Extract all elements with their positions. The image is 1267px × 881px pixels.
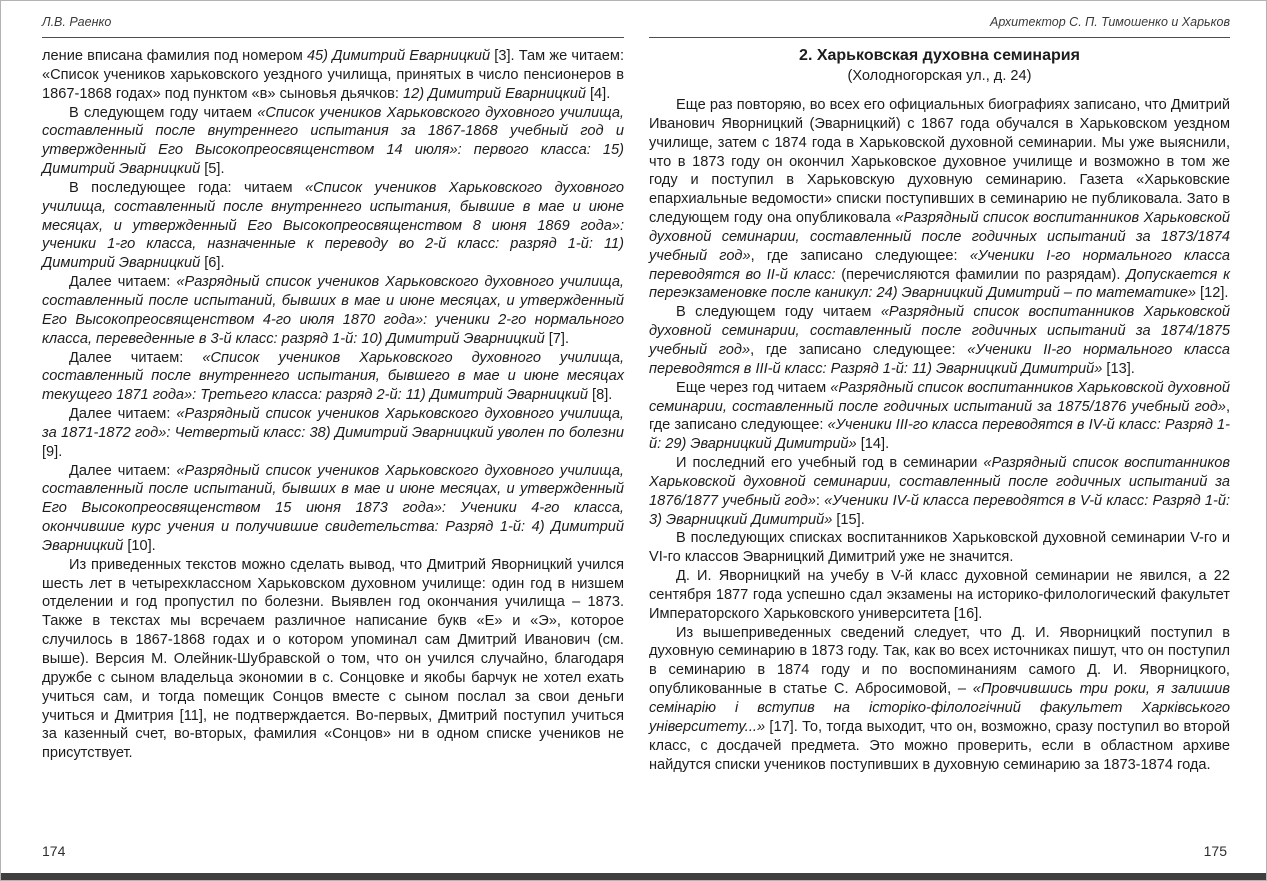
text-segment: : — [815, 492, 825, 509]
text-segment: Из приведенных текстов можно сделать вывод, что Дмитрий Яворницкий учился шесть лет в четырехклассном Харьковском духовном училище: один год в низшем отделении и год пропустил по болезни. Выявлен год окончания училища – 1873. Также в текстах мы всречаем различное написание букв «Е» и «Э», которое случилось в 1867-1868 годах и о котором упоминал сам Дмитрий Иванович (см. выше). Версия М. Олейник-Шубравской о том, что он учился случайно, благодаря дружбе с сыном владельца экономии в с. Сонцовке и якобы барчук не хотел ехать учиться сам, и тогда помещик Сонцов вместе с сыном послал за свои деньги учиться и Дмитрия [11], не подтверждается. Во-первых, Дмитрий поступил учиться за казенный счет, во-вторых, фамилия «Сонцов» ни в одном списке учеников не присутствует. — [42, 556, 624, 762]
italic-text-segment: «Список учеников Харьковского духовного училища, составленный после внутреннего испытания, бывшие в мае и июне месяцах, и утвержденный Его Высокопреосвященством 8 июня 1869 года»: ученики 1-го класса, назначенные к переводу во 2-й класс: разряд 1-й: 11) Димитрий Эварницкий — [42, 179, 624, 272]
italic-text-segment: «Ученики II-го нормального класса переводятся в III-й класс: Разряд 1-й: 11) Эварницкий Димитрий» — [649, 341, 1230, 377]
text-segment: [6]. — [200, 255, 225, 272]
paragraph — [42, 462, 624, 556]
page-number-left: 174 — [42, 843, 66, 859]
italic-text-segment: «Разрядный список воспитанников Харьковской духовной семинарии, составленный после годичных испытаний за 1873/1874 учебный год» — [649, 210, 1230, 264]
italic-text-segment: «Ученики III-го класса переводятся в IV-й класс: Разряд 1-й: 29) Эварницкий Димитрий» — [649, 417, 1230, 453]
text-segment: В последующих списках воспитанников Харьковской духовной семинарии V-го и VI-го классов Эварницкий Димитрий уже не значится. — [649, 530, 1230, 566]
paragraph — [649, 96, 1230, 303]
text-segment: Д. И. Яворницкий на учебу в V-й класс духовной семинарии не явился, а 22 сентября 1877 года успешно сдал экзамены на историко-филологический факультет Императорского Харьковского университета [16]. — [649, 568, 1230, 622]
section-subheading: (Холодногорская ул., д. 24) — [847, 68, 1032, 84]
text-segment: Далее читаем: — [69, 274, 177, 291]
italic-text-segment: «Список учеников Харьковского духовного училища, составленный после внутреннего испытания, бывшего в мае и июне месяцах текущего 1871 года»: Третьего класса: разряд 2-й: 11) Димитрий Эварницкий — [42, 349, 624, 404]
running-header-author: Л.В. Раенко — [42, 15, 624, 38]
text-segment: [10]. — [123, 537, 156, 554]
left-page — [42, 15, 624, 763]
text-segment: , где записано следующее: — [750, 247, 970, 264]
paragraph — [42, 179, 624, 273]
paragraph — [649, 454, 1230, 529]
bottom-scan-bar — [1, 873, 1266, 880]
text-segment: Из вышеприведенных сведений следует, что Д. И. Яворницкий поступил в духовную семинарию в 1873 году. Так, как во всех источниках пишут, что он поступил в семинарию в 1874 году и по воспоминаниям самого Д. И. Яворницкого, опубликованные в статье С. Абросимовой, – — [649, 624, 1230, 698]
text-segment: И последний его учебный год в семинарии — [676, 455, 984, 472]
paragraph — [42, 556, 624, 763]
text-segment: В последующее года: читаем — [69, 179, 306, 196]
text-segment: [8]. — [588, 387, 613, 404]
page-number-right: 175 — [1203, 843, 1227, 859]
paragraph — [649, 567, 1230, 624]
text-segment: [4]. — [585, 85, 611, 102]
text-segment: , где записано следующее: — [750, 341, 968, 358]
text-segment: [5]. — [200, 161, 225, 178]
text-segment: [14]. — [856, 436, 890, 453]
text-segment: Далее читаем: — [69, 349, 203, 366]
text-segment: В следующем году читаем — [676, 304, 881, 321]
italic-text-segment: «Ученики I-го нормального класса переводятся во II-й класс: — [649, 247, 1231, 283]
paragraph — [42, 349, 624, 406]
text-segment: , где записано следующее: — [649, 398, 1230, 434]
italic-text-segment: «Разрядный список воспитанников Харьковской духовной семинарии, составленный после годичных испытаний за 1875/1876 учебный год» — [649, 379, 1230, 415]
italic-text-segment: 12) Димитрий Еварницкий — [403, 85, 586, 102]
text-segment: [12]. — [1196, 285, 1229, 302]
left-page-body — [42, 47, 624, 763]
text-segment: [9]. — [42, 443, 63, 460]
paragraph — [649, 624, 1230, 775]
italic-text-segment: «Разрядный список воспитанников Харьковской духовной семинарии, составленный после годичных испытаний за 1876/1877 учебный год» — [649, 455, 1230, 509]
paragraph — [42, 104, 624, 179]
italic-text-segment: «Провчившись три роки, я залишив семінарію і вступив на історіко-філологічний факультет Харківського університету...» — [649, 681, 1231, 735]
italic-text-segment: «Разрядный список воспитанников Харьковской духовной семинарии, составленный после годичных испытаний за 1874/1875 учебный год» — [649, 304, 1230, 358]
paragraph — [42, 405, 624, 462]
text-segment: [15]. — [832, 511, 865, 528]
text-segment: [17]. То, тогда выходит, что он, возможно, сразу поступил во второй класс, с досдачей предмета. Это можно проверить, если в областном архиве найдутся списки учеников поступивших в духовную семинарию за 1873-1874 года. — [649, 718, 1230, 773]
running-header-title: Архитектор С. П. Тимошенко и Харьков — [649, 15, 1230, 38]
italic-text-segment: Допускается к переэкзаменовке после каникул: 24) Эварницкий Димитрий – по математике» — [649, 266, 1230, 302]
italic-text-segment: «Разрядный список учеников Харьковского духовного училища, составленный после испытаний, бывших в мае и июне месяцах, и утвержденный Его Высокопреосвященством 15 июня 1873 года»: Ученики 4-го класса, окончившие курс учения и получившие свидетельства: Разряд 1-й: 4) Димитрий Эварницкий — [42, 462, 624, 554]
section-heading: 2. Харьковская духовна семинария — [799, 47, 1080, 64]
text-segment: Еще раз повторяю, во всех его официальных биографиях записано, что Дмитрий Иванович Яворницкий (Эварницкий) с 1867 года обучался в Харьковском уездном училище, затем с 1874 года в Харьковской духовной семинарии. Мы уже выяснили, что в 1873 году он окончил Харьковское духовное училище и возможно в том же году и поступил в Харьковскую духовную семинарию. Газета «Харьковские епархиальные ведомости» списки поступивших в семинарию не публиковала. Зато в следующем году она опубликовала — [649, 97, 1230, 227]
text-segment: Далее читаем: — [69, 462, 177, 479]
right-page — [649, 15, 1230, 774]
italic-text-segment: «Разрядный список учеников Харьковского духовного училища, составленный после испытаний, бывших в мае и июне месяцах, и утвержденный Его Высокопреосвященством 4-го июля 1870 года»: ученики 2-го нормального класса, переведенные в 3-й класс: разряд 1-й: 10) Димитрий Эварницкий — [42, 274, 624, 347]
italic-text-segment: «Список учеников Харьковского духовного училища, составленный после внутреннего испытания за 1867-1868 учебный год и утвержденный Его Высокопреосвященством 14 июля»: первого класса: 15) Димитрий Эварницкий — [42, 104, 624, 178]
right-page-body — [649, 96, 1230, 774]
text-segment: В следующем году читаем — [69, 104, 258, 121]
paragraph — [649, 303, 1230, 378]
italic-text-segment: «Разрядный список учеников Харьковского духовного училища, за 1871-1872 год»: Четвертый класс: 38) Димитрий Эварницкий уволен по болезни — [42, 406, 624, 441]
text-segment: ление вписана фамилия под номером — [42, 48, 307, 64]
paragraph — [649, 379, 1230, 454]
paragraph — [42, 273, 624, 348]
paragraph — [649, 529, 1230, 567]
paragraph — [42, 47, 624, 104]
text-segment: (перечисляются фамилии по разрядам). — [841, 266, 1127, 283]
text-segment: Еще через год читаем — [676, 379, 831, 396]
text-segment: [7]. — [544, 330, 570, 347]
text-segment: [13]. — [1102, 360, 1135, 377]
text-segment: [3]. Там же читаем: «Список учеников харьковского уездного училища, принятых в число пенсионеров в 1867-1868 годах» под пунктом «в» сыновья дьячков: — [42, 48, 625, 102]
italic-text-segment: 45) Димитрий Еварницкий — [306, 48, 491, 64]
italic-text-segment: «Ученики IV-й класса переводятся в V-й класс: Разряд 1-й: 3) Эварницкий Димитрий» — [649, 492, 1231, 528]
text-segment: Далее читаем: — [69, 406, 177, 423]
